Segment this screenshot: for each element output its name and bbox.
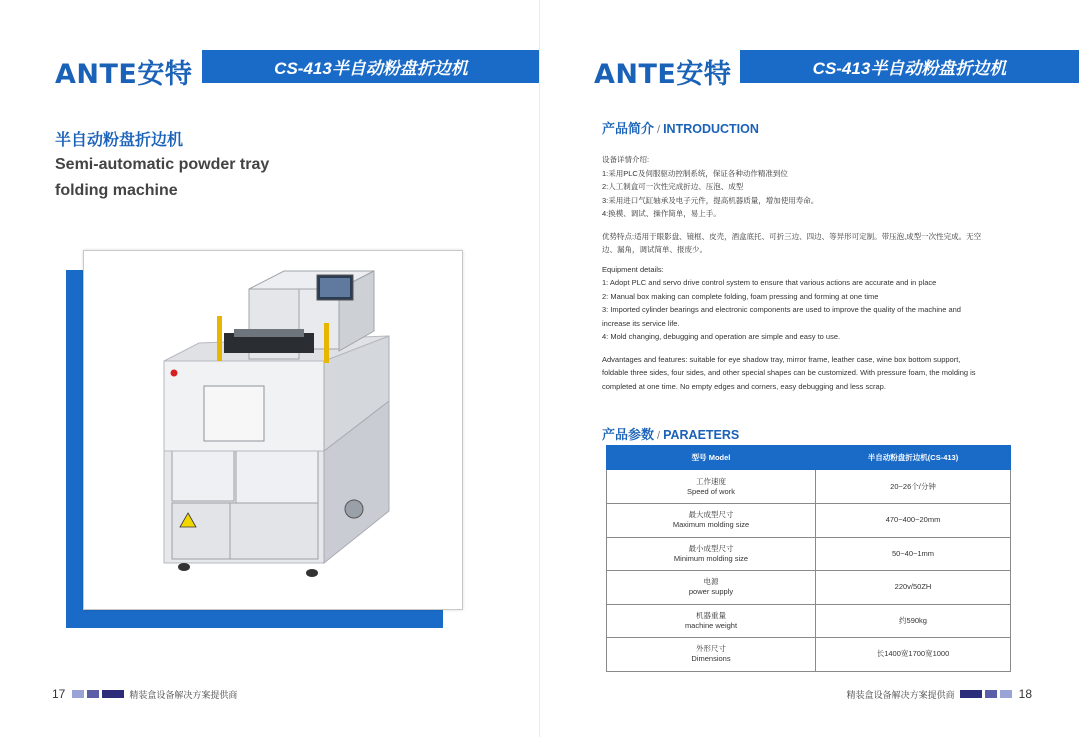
params-section-title <box>602 424 739 443</box>
footer-decor-square <box>960 690 982 698</box>
right-page <box>540 0 1080 737</box>
table-row <box>607 537 1011 571</box>
intro-cn-advantages: 边、漏角，调试简单、报废少。 <box>602 245 707 254</box>
intro-en-heading: Equipment details: <box>602 264 664 274</box>
param-label <box>607 638 816 672</box>
param-value: 50~40~1mm <box>816 537 1011 571</box>
intro-cn-item: 3:采用进口气缸轴承及电子元件，提高机器质量，增加使用寿命。 <box>602 195 819 205</box>
param-label-cn: 最大成型尺寸 <box>688 510 734 520</box>
intro-en-item: 4: Mold changing, debugging and operation are simple and easy to use. <box>602 332 841 341</box>
intro-title-cn: 产品简介 <box>602 121 655 136</box>
intro-cn-heading: 设备详情介绍: <box>602 155 650 164</box>
table-row <box>607 504 1011 538</box>
header-title-bar: CS-413半自动粉盘折边机 <box>740 50 1079 83</box>
table-row <box>607 571 1011 605</box>
footer-decor-square <box>1000 690 1012 698</box>
footer-decor-square <box>102 690 124 698</box>
page-number: 17 <box>52 687 66 701</box>
param-label-cn: 最小成型尺寸 <box>688 543 734 553</box>
intro-cn-item: 2:人工制盒可一次性完成折边、压泡、成型 <box>602 182 744 191</box>
params-header-value: 半自动粉盘折边机(CS-413) <box>816 446 1011 470</box>
param-label <box>607 537 816 571</box>
intro-section-title <box>602 118 759 137</box>
footer-decor-square <box>72 690 84 698</box>
param-label <box>607 604 816 638</box>
param-label <box>607 571 816 605</box>
intro-en-item: 1: Adopt PLC and servo drive control system to ensure that various actions are accurate and in place <box>602 278 937 287</box>
params-header-model: 型号 Model <box>607 446 816 470</box>
table-row <box>607 638 1011 672</box>
brand-logo: ANTE安特 <box>594 59 732 90</box>
page-number: 18 <box>1018 687 1032 701</box>
param-label-cn: 外形尺寸 <box>696 644 726 654</box>
intro-cn-item: 4:换模、调试、操作简单，易上手。 <box>602 209 721 218</box>
intro-cn-item: 1:采用PLC及伺服驱动控制系统，保证各种动作精准到位 <box>602 168 788 178</box>
param-label <box>607 504 816 538</box>
header-title-bar: CS-413半自动粉盘折边机 <box>202 50 540 83</box>
intro-cn-advantages: 优势特点:适用于眼影盘、镜框、皮壳，酒盒底托、可折三边、四边、等异形可定制。带压泡,成型一次性完成。无空 <box>602 231 982 241</box>
params-table <box>606 445 1011 672</box>
param-label <box>607 470 816 504</box>
table-row <box>607 604 1011 638</box>
intro-title-en: INTRODUCTION <box>663 122 759 136</box>
right-footer <box>847 687 1032 701</box>
param-value: 20~26个/分钟 <box>816 470 1011 504</box>
param-value: 长1400宽1700宽1000 <box>816 638 1011 672</box>
footer-decor-square <box>87 690 99 698</box>
param-label-en: Maximum molding size <box>672 520 750 530</box>
machine-illustration <box>84 251 462 609</box>
intro-en-advantages: Advantages and features: suitable for eye shadow tray, mirror frame, leather case, wine box bottom support, <box>602 354 961 364</box>
params-title-cn: 产品参数 <box>602 427 655 442</box>
param-value: 470~400~20mm <box>816 504 1011 538</box>
intro-en-item: increase its service life. <box>602 318 680 328</box>
param-label-cn: 机器重量 <box>696 610 726 620</box>
footer-decor-square <box>985 690 997 698</box>
param-label-en: Speed of work <box>687 486 735 496</box>
intro-en-advantages: foldable three sides, four sides, and other special shapes can be customized. With pressure foam, the molding is <box>602 368 976 377</box>
param-label-en: machine weight <box>684 620 738 630</box>
param-label-en: Minimum molding size <box>673 553 749 563</box>
intro-en-item: 3: Imported cylinder bearings and electronic components are used to improve the quality of the machine and <box>602 305 961 314</box>
footer-tagline: 精装盒设备解决方案提供商 <box>846 689 955 700</box>
params-header-row <box>607 446 1011 470</box>
product-title-cn: 半自动粉盘折边机 <box>55 132 184 149</box>
left-footer <box>52 687 237 701</box>
param-label-en: Dimensions <box>691 654 731 664</box>
table-row <box>607 470 1011 504</box>
product-title-en <box>55 152 315 204</box>
param-label-cn: 电源 <box>703 577 719 587</box>
param-value: 约590kg <box>816 604 1011 638</box>
param-label-en: power supply <box>688 587 734 597</box>
params-title-separator: / <box>657 430 661 442</box>
intro-en-item: 2: Manual box making can complete folding, foam pressing and forming at one time <box>602 291 879 301</box>
params-title-en: PARAETERS <box>663 428 740 442</box>
intro-title-separator: / <box>657 124 661 136</box>
param-value: 220v/50ZH <box>816 571 1011 605</box>
intro-en-advantages: completed at one time. No empty edges and corners, easy debugging and less scrap. <box>602 381 886 391</box>
product-photo <box>83 250 463 610</box>
footer-tagline: 精装盒设备解决方案提供商 <box>129 689 238 700</box>
intro-body <box>602 153 1014 393</box>
brand-logo: ANTE安特 <box>55 59 193 90</box>
product-title-en-line1: Semi-automatic powder tray <box>55 156 270 173</box>
product-title-en-line2: folding machine <box>55 182 178 199</box>
param-label-cn: 工作速度 <box>696 476 726 486</box>
